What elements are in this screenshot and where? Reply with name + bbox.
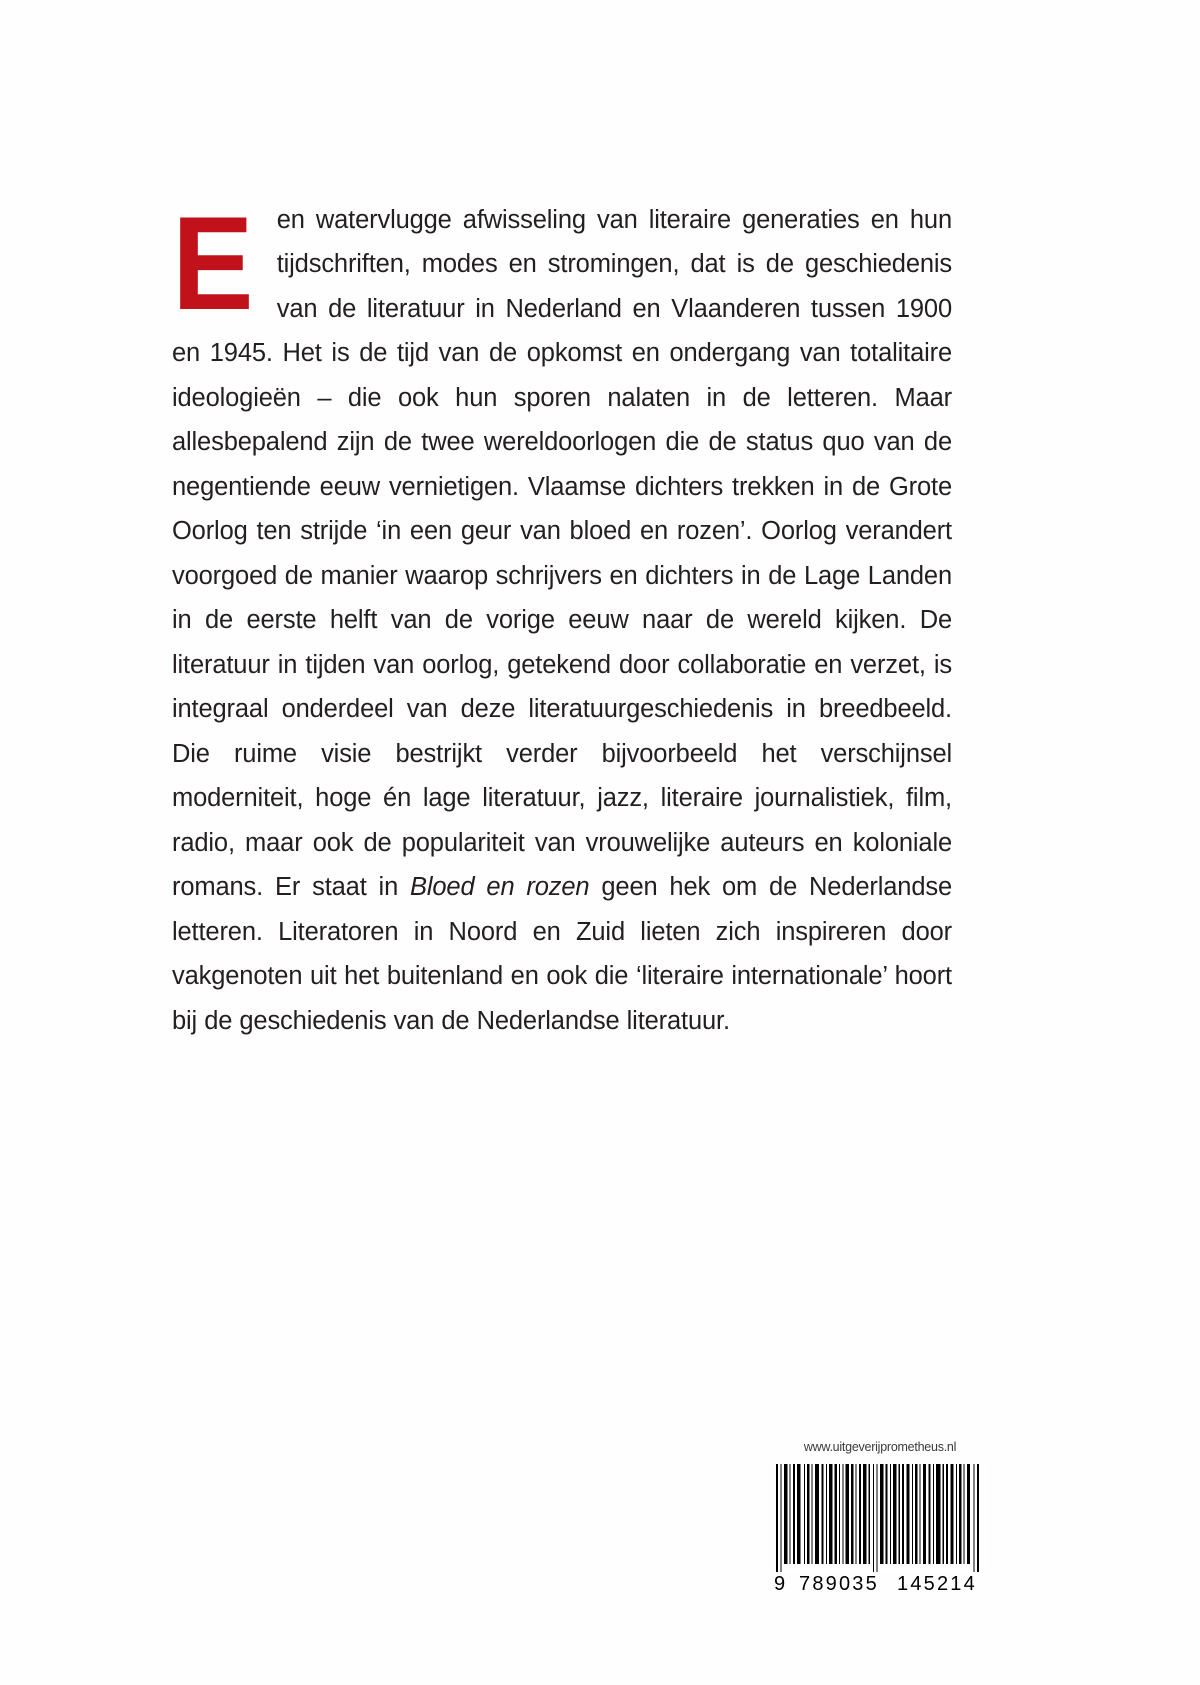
barcode-digits bbox=[774, 1573, 986, 1596]
blurb-part-two: geen hek om de Nederlandse letteren. Literatoren in Noord en Zuid lieten zich inspireren door vakgenoten uit het buitenland en ook die ‘literaire internationale’ hoort bij de geschiedenis van de Nederlandse literatuur. bbox=[172, 873, 952, 1035]
book-title-italic: Bloed en rozen bbox=[410, 873, 590, 901]
blurb-paragraph bbox=[172, 189, 952, 1044]
barcode bbox=[774, 1464, 986, 1596]
barcode-lead-digit: 9 bbox=[774, 1573, 787, 1595]
barcode-bars-image bbox=[774, 1464, 986, 1572]
drop-cap-letter: E bbox=[172, 189, 254, 338]
blurb-block bbox=[172, 172, 952, 1069]
barcode-left-group: 789035 bbox=[799, 1573, 879, 1595]
blurb-part-one: en watervlugge afwisseling van literaire generaties en hun tijdschriften, modes en stromingen, dat is de geschiedenis van de literatuur in Nederland en Vlaanderen tussen 1900 en 1945. Het is de tijd van de opkomst en ondergang van totalitaire ideologieën – die ook hun sporen nalaten in de letteren. Maar allesbepalend zijn de twee wereldoorlogen die de status quo van de negentiende eeuw vernietigen. Vlaamse dichters trekken in de Grote Oorlog ten strijde ‘in een geur van bloed en rozen’. Oorlog verandert voorgoed de manier waarop schrijvers en dichters in de Lage Landen in de eerste helft van de vorige eeuw naar de wereld kijken. De literatuur in tijden van oorlog, getekend door collaboratie en verzet, is integraal onderdeel van deze literatuurgeschiedenis in breedbeeld. Die ruime visie bestrijkt verder bijvoorbeeld het verschijnsel moderniteit, hoge én lage literatuur, jazz, literaire journalistiek, film, radio, maar ook de populariteit van vrouwelijke auteurs en koloniale romans. Er staat in bbox=[172, 205, 952, 901]
footer-block bbox=[770, 1440, 990, 1596]
publisher-url[interactable]: www.uitgeverijprometheus.nl bbox=[803, 1440, 957, 1454]
barcode-right-group: 145214 bbox=[897, 1573, 977, 1595]
